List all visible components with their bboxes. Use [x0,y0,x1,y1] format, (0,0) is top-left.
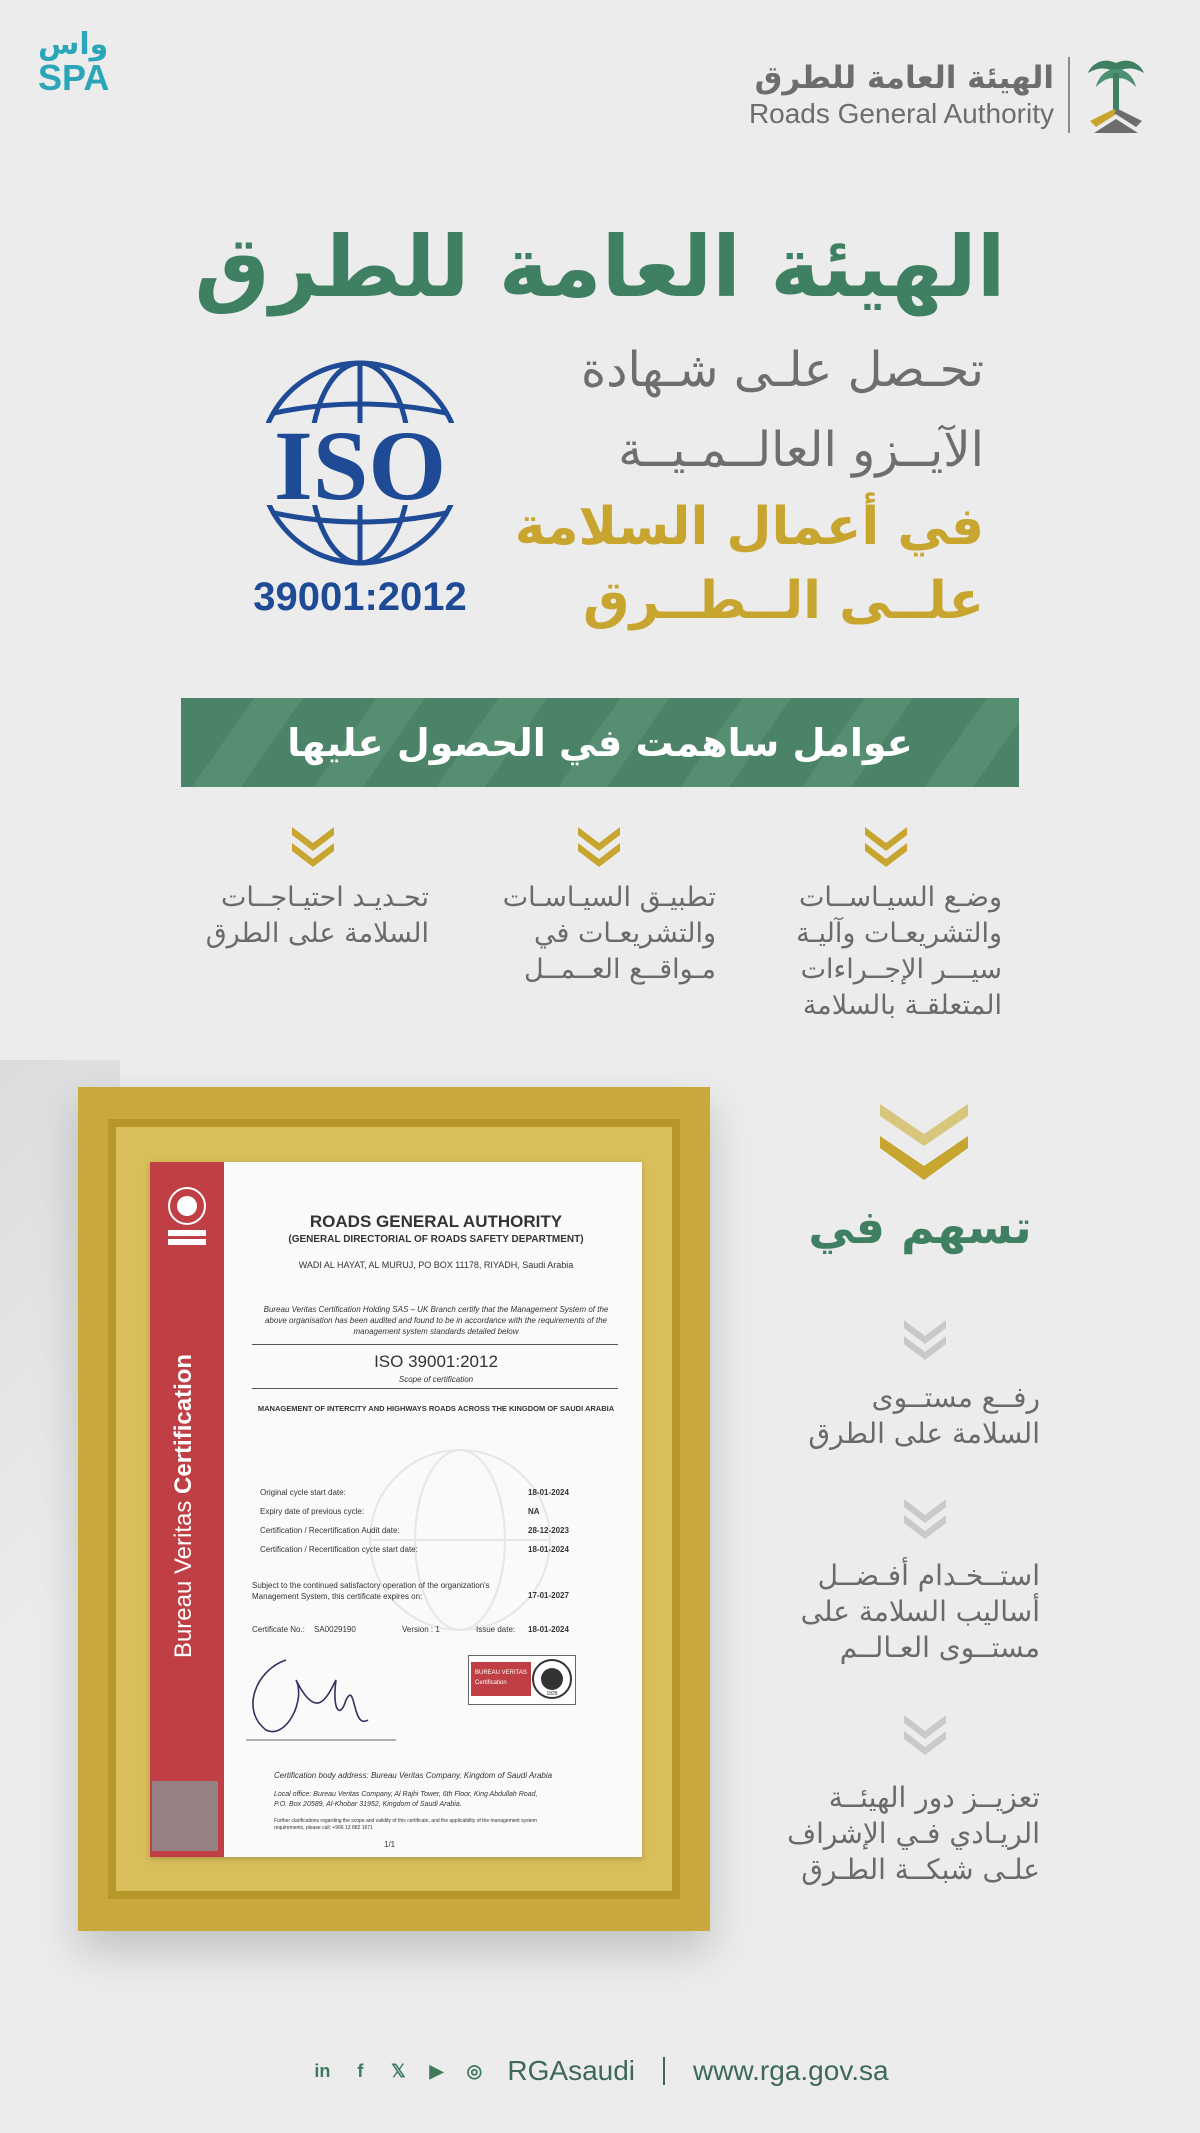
certificate-local-office: Local office: Bureau Veritas Company, Al Rajhi Tower, 6th Floor, King Abdullah Road, P.O. Box 20589, Al-Khobar 31952, Kingdom of Saudi Arabia. [274,1791,538,1808]
certificate-fine-print: Further clarifications regarding the scope and validity of this certificate, and the applicability of the management system requirements, please call: +966 13 882 1671 [274,1818,537,1831]
certificate-version: Version : 1 [402,1625,440,1634]
hero-line-4: علــى الــطــرق [583,571,984,631]
certificate-address: WADI AL HAYAT, AL MURUJ, PO BOX 11178, RIYADH, Saudi Arabia [298,1260,574,1270]
cert-row-label: Expiry date of previous cycle: [260,1507,365,1516]
seal-sub: Certification [475,1680,507,1686]
footer [0,2055,1200,2087]
rga-name-en: Roads General Authority [748,98,1054,129]
cert-row-value: 18-01-2024 [528,1545,569,1554]
certificate-band-text [170,1166,198,1846]
factors-banner-title: عوامل ساهمت في الحصول عليها [287,720,913,765]
factor-2: تطبيـق السيـاسـات والتشريعـات في مـواقــع العــمــل [502,882,716,985]
spa-logo-en: SPA [38,57,110,94]
iso-logo-text: ISO [273,410,447,521]
spa-logo-ar: واس [38,27,109,62]
contribute-2: استــخـدام أفـضــل أساليب السلامة على مستــوى العـالــم [800,1559,1040,1664]
band-text-bold: Certification [170,1353,197,1494]
band-text-light: Bureau Veritas [170,1493,197,1659]
certificate-number: SA0029190 [314,1625,356,1634]
certificate-issue-date: 18-01-2024 [528,1625,569,1634]
contribute-1-chevron-icon [902,1318,948,1364]
hologram-sticker [152,1781,218,1851]
certificate-rule [252,1388,618,1389]
instagram-icon[interactable]: ◎ [466,2060,483,2081]
certificate-standard: ISO 39001:2012 [374,1352,498,1371]
certificate-rule [252,1344,618,1345]
certificate-body-address: Certification body address: Bureau Veritas Company, Kingdom of Saudi Arabia [274,1771,553,1780]
footer-divider [663,2057,665,2085]
factor-3: تحـديـد احتيـاجــات السلامة على الطرق [205,882,429,949]
certificate-expiry: 17-01-2027 [528,1591,569,1600]
rga-logo [749,50,1148,140]
certificate-org: ROADS GENERAL AUTHORITY [309,1212,563,1231]
certificate-issue-label: Issue date: [476,1625,516,1634]
website-link[interactable]: www.rga.gov.sa [693,2055,889,2086]
factor-1: وضـع السيـاســات والتشريعـات وآليـة سيـــر الإجــراءات المتعلقـة بالسلامة [796,882,1002,1021]
seal-text: BUREAU VERITAS [475,1670,527,1676]
cert-row-label: Certification / Recertification Audit date: [260,1526,400,1535]
certificate-subject: Subject to the continued satisfactory operation of the organization's Management System, this certificate expires on: [252,1581,490,1601]
x-icon[interactable]: 𝕏 [391,2060,406,2081]
rga-name-ar: الهيئة العامة للطرق [754,60,1054,96]
signature [236,1640,406,1750]
certificate-scope: MANAGEMENT OF INTERCITY AND HIGHWAYS ROADS ACROSS THE KINGDOM OF SAUDI ARABIA [257,1404,615,1413]
hero-line-2: الآيــزو العالــمـيــة [618,422,984,478]
contribute-2-chevron-icon [902,1497,948,1543]
bv-seal-icon [531,1658,573,1700]
certificate-scope-label: Scope of certification [398,1375,474,1384]
certificate-number-label: Certificate No.: [252,1625,305,1634]
factor-1-chevron-icon [863,825,909,871]
factor-2-chevron-icon [576,825,622,871]
cert-row-value: 18-01-2024 [528,1488,569,1497]
bureau-veritas-seal [468,1655,576,1705]
factor-3-chevron-icon [290,825,336,871]
hero-subtitle [444,330,984,638]
certificate-band [150,1162,224,1857]
watermark-globe-icon [360,1440,560,1640]
rga-name [749,59,1054,131]
cert-row-value: NA [528,1507,540,1516]
cert-row-label: Original cycle start date: [260,1488,346,1497]
certificate-dept: (GENERAL DIRECTORIAL OF ROADS SAFETY DEPARTMENT) [288,1234,584,1245]
youtube-icon[interactable]: ▶ [429,2060,444,2081]
cert-row-label: Certification / Recertification cycle start date: [260,1545,418,1554]
iso-standard-number: 39001:2012 [253,575,467,619]
contribute-3: تعزيــز دور الهيئــة الريـادي فـي الإشراف علـى شبكــة الطـرق [787,1781,1040,1886]
cert-row-value: 28-12-2023 [528,1526,569,1535]
hero-line-3: في أعمال السلامة [514,497,984,557]
social-handle[interactable]: RGAsaudi [507,2055,636,2086]
logo-divider [1068,57,1070,133]
linkedin-icon[interactable]: in [314,2060,331,2081]
contribute-3-chevron-icon [902,1713,948,1759]
seal-year: 1828 [546,1691,558,1697]
contribute-1: رفــع مستــوى السلامة على الطرق [808,1381,1040,1450]
certificate-statement: Bureau Veritas Certification Holding SAS – UK Branch certify that the Management System of the above organisation has been audited and found to be in accordance with the requirements of the management system standards detailed below [263,1305,609,1336]
hero-line-1: تحـصل علـى شـهادة [580,342,984,398]
contributes-chevron-icon [880,1104,968,1184]
palm-road-icon [1084,53,1148,137]
contributes-title: تسهم في [808,1200,1032,1254]
hero-title: الهيئة العامة للطرق [194,218,1006,316]
certificate-page: 1/1 [384,1840,396,1849]
factors-banner [181,698,1019,787]
spa-logo [38,22,140,94]
facebook-icon[interactable]: f [357,2060,364,2081]
